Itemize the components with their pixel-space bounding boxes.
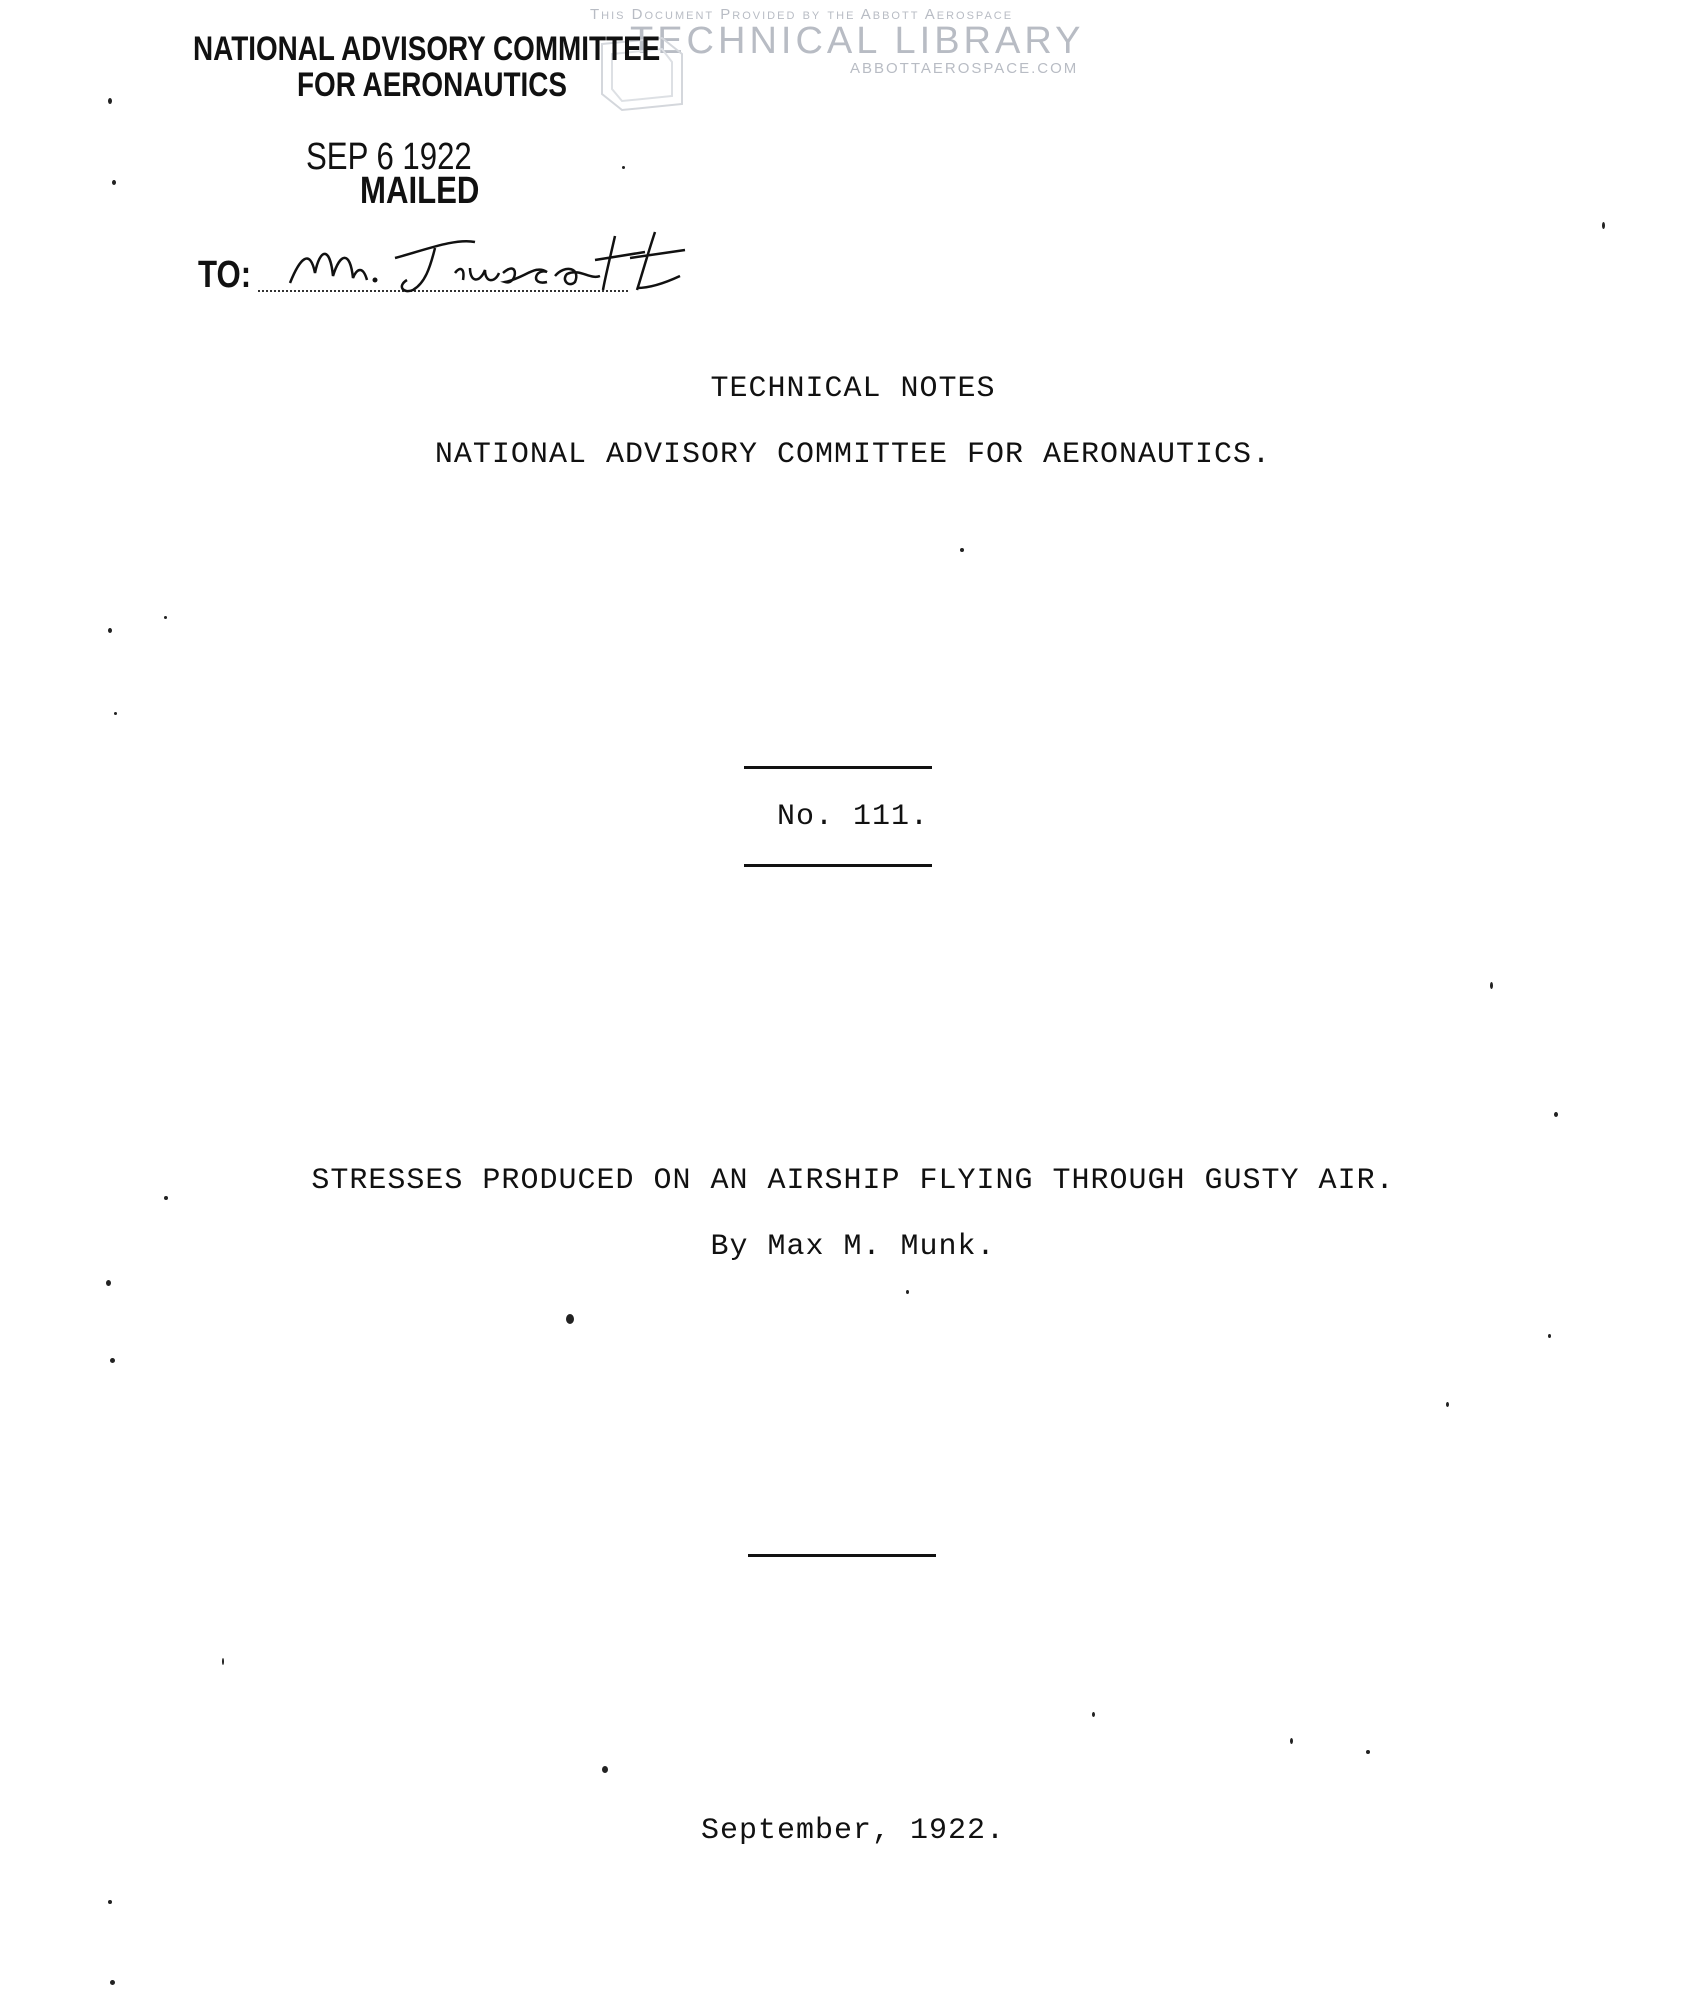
recipient-signature [285, 228, 725, 308]
scan-speck [108, 1900, 112, 1904]
author-line: By Max M. Munk. [710, 1230, 996, 1264]
stamp-date: SEP 6 1922 [306, 136, 472, 178]
scan-speck [108, 628, 112, 633]
scan-speck [164, 616, 167, 619]
watermark-provided-by: This Document Provided by the Abbott Aerospace [590, 6, 1014, 23]
divider-top [744, 766, 932, 769]
stamp-org-line1: NATIONAL ADVISORY COMMITTEE [193, 30, 661, 68]
scan-speck [1602, 222, 1605, 229]
scan-speck [1548, 1334, 1551, 1338]
series-title: TECHNICAL NOTES [710, 372, 996, 406]
stamp-to-label: TO: [198, 254, 252, 296]
scan-speck [222, 1658, 224, 1665]
scan-speck [110, 1358, 115, 1363]
document-date: September, 1922. [700, 1814, 1006, 1848]
scan-speck [566, 1314, 574, 1324]
watermark-library: TECHNICAL LIBRARY [630, 20, 1085, 62]
scan-speck [622, 166, 625, 169]
stamp-status: MAILED [360, 170, 480, 212]
divider-lower [748, 1554, 936, 1557]
watermark-site: ABBOTTAEROSPACE.COM [850, 60, 1079, 77]
organization-title: NATIONAL ADVISORY COMMITTEE FOR AERONAUTICS. [434, 438, 1272, 472]
scan-speck [602, 1766, 608, 1773]
scan-speck [1490, 982, 1493, 989]
scan-speck [960, 548, 964, 552]
scan-speck [108, 98, 112, 104]
note-number: No. 111. [776, 800, 930, 834]
scan-speck [906, 1290, 909, 1294]
scan-speck [164, 1196, 168, 1200]
scan-speck [1092, 1712, 1095, 1717]
scan-speck [114, 712, 117, 715]
scan-speck [110, 1980, 115, 1985]
scan-speck [1554, 1112, 1558, 1117]
divider-bottom [744, 864, 932, 867]
scan-speck [1366, 1750, 1370, 1754]
stamp-org-line2: FOR AERONAUTICS [297, 66, 568, 104]
scan-speck [112, 180, 116, 185]
scan-speck [1446, 1402, 1449, 1407]
scan-speck [1290, 1738, 1293, 1744]
scan-speck [106, 1280, 111, 1286]
document-title: STRESSES PRODUCED ON AN AIRSHIP FLYING THROUGH GUSTY AIR. [311, 1164, 1395, 1198]
